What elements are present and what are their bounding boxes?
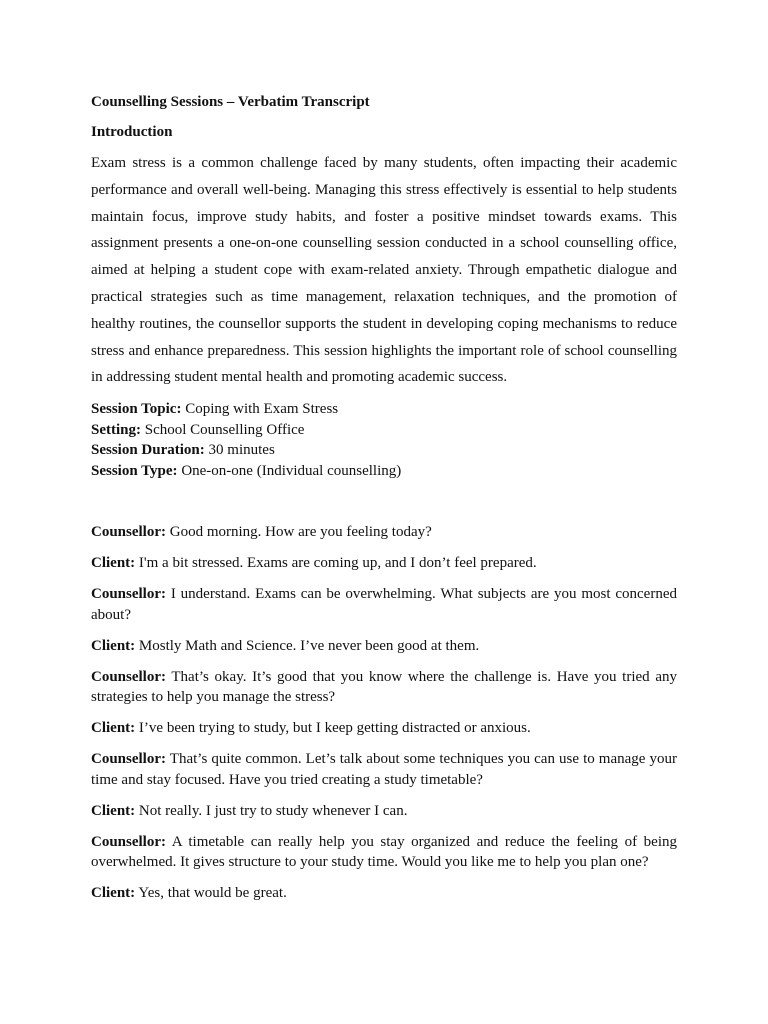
meta-value: Coping with Exam Stress <box>181 401 339 418</box>
introduction-paragraph: Exam stress is a common challenge faced by many students, often impacting their academic performance and overall well-being. Managing this stress effectively is essential to help students maintain focus, improve study habits, and foster a positive mindset towards exams. This assignment presents a one-on-one counselling session conducted in a school counselling office, aimed at helping a student cope with exam-related anxiety. Through empathetic dialogue and practical strategies such as time management, relaxation techniques, and the promotion of healthy routines, the counsellor supports the student in developing coping mechanisms to reduce stress and enhance preparedness. This session highlights the important role of school counselling in addressing student mental health and promoting academic success. <box>91 155 677 386</box>
dialogue-turn <box>91 801 677 822</box>
dialogue-turn <box>91 584 677 625</box>
dialogue-turn <box>91 718 677 739</box>
session-details <box>91 399 677 481</box>
dialogue-text: Not really. I just try to study whenever I can. <box>135 802 408 819</box>
speaker-label: Counsellor: <box>91 833 166 850</box>
speaker-label: Client: <box>91 637 136 654</box>
dialogue-turn <box>91 553 677 574</box>
speaker-label: Client: <box>91 802 136 819</box>
dialogue-text: Good morning. How are you feeling today? <box>166 524 432 541</box>
dialogue-turn <box>91 749 677 790</box>
meta-label: Session Type: <box>91 462 178 479</box>
transcript-dialogue <box>91 522 677 904</box>
meta-label: Session Topic: <box>91 401 182 418</box>
document-title: Counselling Sessions – Verbatim Transcript <box>91 94 370 110</box>
speaker-label: Counsellor: <box>91 751 166 768</box>
session-duration-row <box>91 440 677 461</box>
speaker-label: Counsellor: <box>91 524 166 541</box>
session-setting-row <box>91 420 677 441</box>
dialogue-turn <box>91 832 677 873</box>
meta-value: School Counselling Office <box>141 421 305 438</box>
dialogue-turn <box>91 883 677 904</box>
meta-label: Session Duration: <box>91 442 205 459</box>
dialogue-text: I'm a bit stressed. Exams are coming up, and I don’t feel prepared. <box>135 555 537 572</box>
speaker-label: Client: <box>91 885 136 902</box>
dialogue-text: A timetable can really help you stay organized and reduce the feeling of being overwhelmed. It gives structure to your study time. Would you like me to help you plan one? <box>91 833 677 871</box>
dialogue-text: I understand. Exams can be overwhelming. What subjects are you most concerned about? <box>91 586 677 623</box>
meta-value: 30 minutes <box>204 442 275 459</box>
dialogue-turn <box>91 636 677 657</box>
speaker-label: Counsellor: <box>91 668 166 685</box>
dialogue-turn <box>91 522 677 543</box>
dialogue-text: Yes, that would be great. <box>135 885 287 902</box>
dialogue-text: I’ve been trying to study, but I keep getting distracted or anxious. <box>135 720 531 737</box>
meta-value: One-on-one (Individual counselling) <box>177 462 402 479</box>
document-page <box>91 92 677 914</box>
introduction-heading: Introduction <box>91 124 173 140</box>
dialogue-text: That’s quite common. Let’s talk about some techniques you can use to manage your time and stay focused. Have you tried creating a study timetable? <box>91 751 677 788</box>
session-topic-row <box>91 399 677 420</box>
dialogue-turn <box>91 667 677 708</box>
dialogue-text: Mostly Math and Science. I’ve never been good at them. <box>135 637 480 654</box>
dialogue-text: That’s okay. It’s good that you know where the challenge is. Have you tried any strategies to help you manage the stress? <box>91 668 677 706</box>
speaker-label: Counsellor: <box>91 586 166 603</box>
meta-label: Setting: <box>91 421 141 438</box>
speaker-label: Client: <box>91 555 136 572</box>
session-type-row <box>91 461 677 482</box>
speaker-label: Client: <box>91 720 136 737</box>
